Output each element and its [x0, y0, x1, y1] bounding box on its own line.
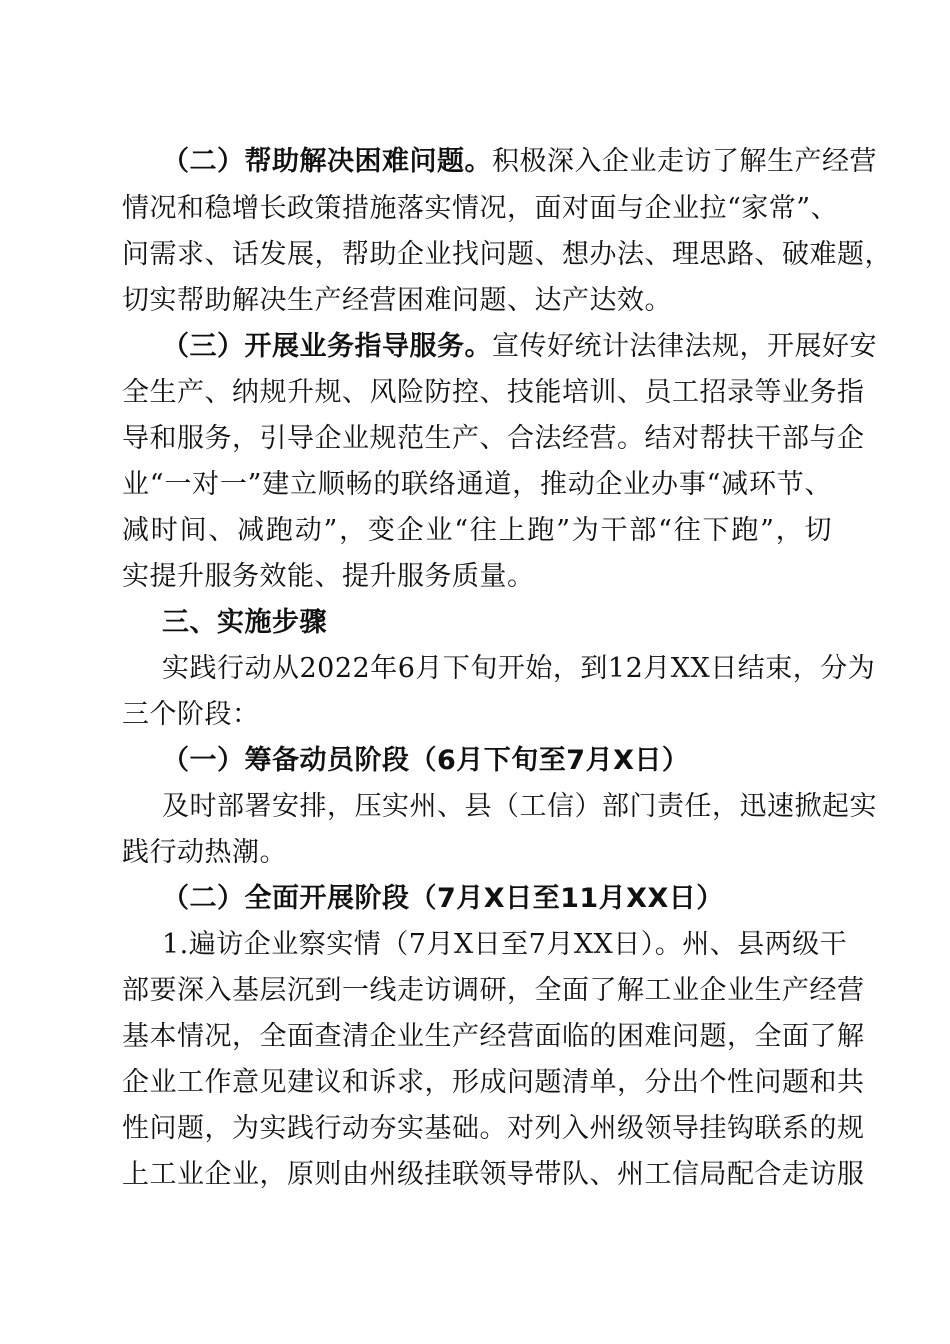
stage-1-line-1: 及时部署安排，压实州、县（工信）部门责任，迅速掀起实: [162, 791, 877, 822]
paragraph-3-line-3: 导和服务，引导企业规范生产、合法经营。结对帮扶干部与企: [122, 423, 865, 454]
stage-2-line-4: 企业工作意见建议和诉求，形成问题清单，分出个性问题和共: [122, 1067, 865, 1098]
stage-2-line-3: 基本情况，全面查清企业生产经营面临的困难问题，全面了解: [122, 1021, 865, 1052]
paragraph-3-line-4: 业“一对一”建立顺畅的联络通道，推动企业办事“减环节、: [122, 469, 832, 500]
paragraph-2-first-line: [162, 140, 877, 184]
section-3-title: 三、实施步骤: [162, 607, 327, 638]
stage-2-line-5: 性问题，为实践行动夯实基础。对列入州级领导挂钩联系的规: [122, 1113, 865, 1144]
stage-2-line-2: 部要深入基层沉到一线走访调研，全面了解工业企业生产经营: [122, 975, 865, 1006]
paragraph-2-line-3: 问需求、话发展，帮助企业找问题、想办法、理思路、破难题，: [122, 239, 892, 270]
paragraph-2-heading: （二）帮助解决困难问题。: [162, 146, 492, 177]
paragraph-3-heading: （三）开展业务指导服务。: [162, 331, 492, 362]
stage-1-line-2: 践行动热潮。: [122, 837, 287, 868]
stage-1-title: （一）筹备动员阶段（6月下旬至7月X日）: [162, 745, 690, 776]
stage-2-line-6: 上工业企业，原则由州级挂联领导带队、州工信局配合走访服: [122, 1159, 865, 1190]
paragraph-3-line-1: 宣传好统计法律法规，开展好安: [492, 331, 877, 362]
section-3-intro-line-1: 实践行动从2022年6月下旬开始，到12月XX日结束，分为: [162, 653, 876, 684]
paragraph-3-line-2: 全生产、纳规升规、风险防控、技能培训、员工招录等业务指: [122, 377, 865, 408]
paragraph-3-line-5: 减时间、减跑动”，变企业“往上跑”为干部“往下跑”，切: [122, 515, 832, 546]
stage-2-line-1: 1.遍访企业察实情（7月X日至7月XX日）。州、县两级干: [162, 929, 848, 960]
paragraph-2-line-1: 积极深入企业走访了解生产经营: [492, 146, 877, 177]
paragraph-2-line-4: 切实帮助解决生产经营困难问题、达产达效。: [122, 285, 672, 316]
stage-2-title: （二）全面开展阶段（7月X日至11月XX日）: [162, 883, 724, 914]
section-3-intro-line-2: 三个阶段：: [122, 699, 260, 730]
paragraph-2-line-2: 情况和稳增长政策措施落实情况，面对面与企业拉“家常”、: [122, 193, 839, 224]
paragraph-3-first-line: [162, 325, 877, 369]
paragraph-3-line-6: 实提升服务效能、提升服务质量。: [122, 561, 535, 592]
